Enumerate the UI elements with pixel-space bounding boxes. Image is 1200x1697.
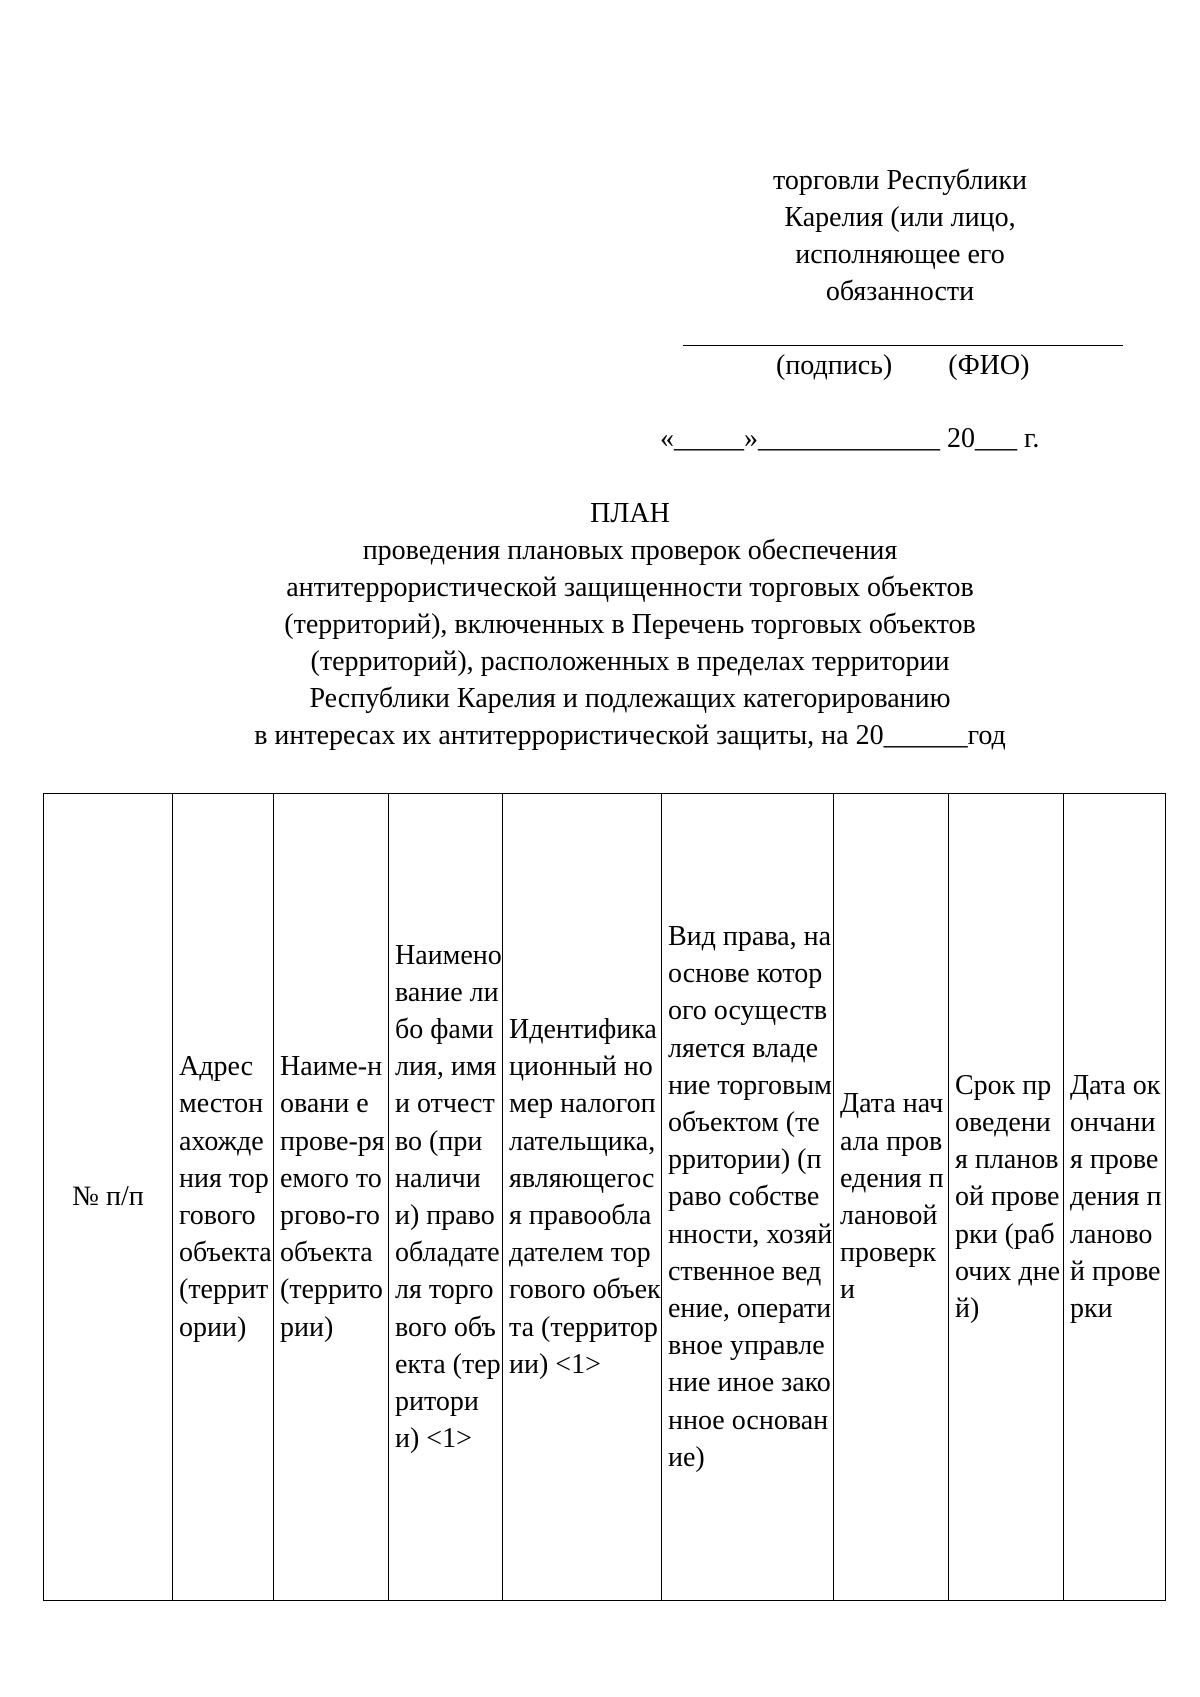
approval-line-4: обязанности: [825, 276, 975, 307]
title-line-3: (территорий), включенных в Перечень торговых объектов: [284, 609, 976, 640]
header-duration: Срок проведения плановой проверки (рабочих дней): [949, 794, 1064, 1601]
title-line-1: проведения плановых проверок обеспечения: [362, 535, 898, 566]
approval-line-3: исполняющее его: [795, 239, 1005, 270]
signature-rule: [683, 345, 1123, 346]
title-line-2: антитеррористической защищенности торговых объектов: [286, 572, 974, 603]
document-title-block: [100, 495, 1160, 754]
header-object-name: Наиме-новани е прове-ряемого торгово-го объекта (территории): [274, 794, 389, 1601]
header-start-date: Дата начала проведения плановой проверки: [834, 794, 949, 1601]
approval-line-2: Карелия (или лицо,: [784, 202, 1016, 233]
title-line-6: в интересах их антитеррористической защиты, на 20______год: [254, 720, 1006, 751]
header-taxpayer-id: Идентификационный номер налогоплательщика, являющегося правообладателем торгового объекта (территории) <1>: [503, 794, 662, 1601]
inspection-plan-table: [43, 793, 1166, 1601]
header-rights-holder-name: Наименование либо фамилия, имя и отчество (при наличии) правообладателя торгового объекта (территории) <1>: [389, 794, 503, 1601]
title-line-4: (территорий), расположенных в пределах территории: [310, 646, 950, 677]
approval-line-1: торговли Республики: [773, 165, 1027, 196]
approval-block: [680, 162, 1120, 310]
table-header-row: [44, 794, 1166, 1601]
signature-labels: (подпись) (ФИО): [776, 350, 1030, 381]
approval-date-line: «_____»_____________ 20___ г.: [660, 423, 1040, 454]
header-type-of-right: Вид права, на основе которого осуществляется владение торговым объектом (территории) (право собственности, хозяйственное ведение, оперативное управление иное законное основание): [662, 794, 834, 1601]
header-end-date: Дата окончания проведения плановой проверки: [1064, 794, 1166, 1601]
document-heading: ПЛАН: [590, 498, 670, 529]
header-row-number: № п/п: [44, 794, 173, 1601]
header-object-address: Адрес местонахождения торгового объекта (территории): [173, 794, 274, 1601]
title-line-5: Республики Карелия и подлежащих категорированию: [309, 683, 951, 714]
